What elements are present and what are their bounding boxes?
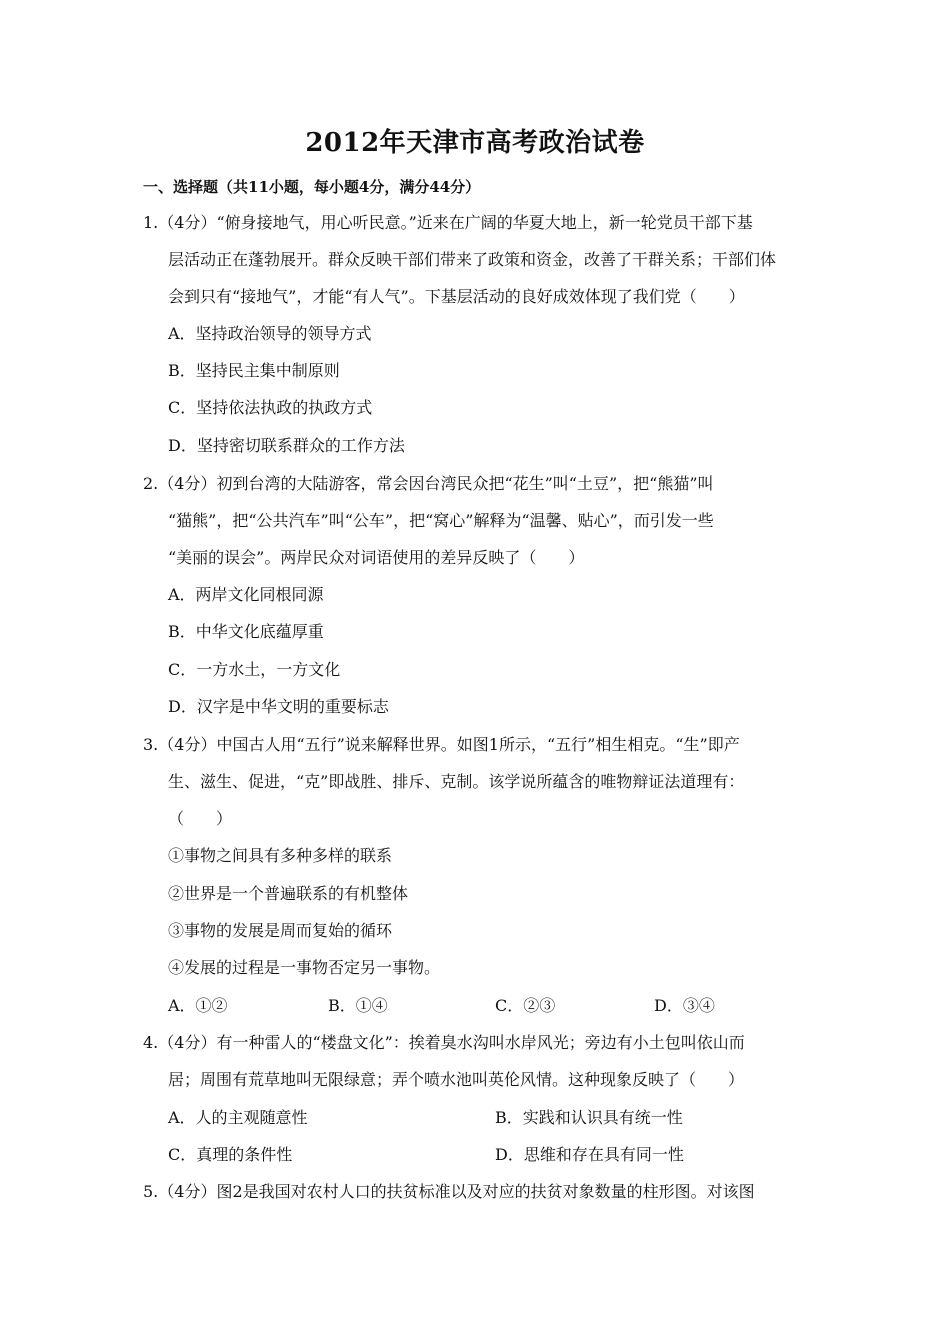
- question-1-line-2: 层活动正在蓬勃展开。群众反映干部们带来了政策和资金，改善了干群关系；干部们体: [168, 250, 777, 269]
- question-5-line-1: 5.（4分）图2是我国对农村人口的扶贫标准以及对应的扶贫对象数量的柱形图。对该图: [143, 1182, 755, 1201]
- question-3-statement-4: ④发展的过程是一事物否定另一事物。: [168, 958, 441, 977]
- question-4-line-2: 居；周围有荒草地叫无限绿意；弄个喷水池叫英伦风情。这种现象反映了（ ）: [168, 1070, 745, 1089]
- question-3-statement-3: ③事物的发展是周而复始的循环: [168, 921, 393, 940]
- question-4-option-a: A．人的主观随意性: [168, 1108, 308, 1127]
- question-3-option-c: C．②③: [495, 996, 556, 1015]
- question-3-line-2: 生、滋生、促进，“克”即战胜、排斥、克制。该学说所蕴含的唯物辩证法道理有：: [168, 772, 745, 791]
- question-3-option-a: A．①②: [168, 996, 228, 1015]
- question-3-line-3: （ ）: [168, 809, 233, 828]
- question-3-statement-1: ①事物之间具有多种多样的联系: [168, 846, 393, 865]
- question-3-option-d: D．③④: [654, 996, 715, 1015]
- question-4-option-c: C．真理的条件性: [168, 1145, 293, 1164]
- question-1-line-1: 1.（4分）“俯身接地气，用心听民意。”近来在广阔的华夏大地上，新一轮党员干部下基: [143, 213, 753, 232]
- question-1-option-c: C．坚持依法执政的执政方式: [168, 398, 373, 417]
- question-2-option-b: B．中华文化底蕴厚重: [168, 622, 324, 641]
- question-3-statement-2: ②世界是一个普遍联系的有机整体: [168, 884, 409, 903]
- question-1-line-3: 会到只有“接地气”，才能“有人气”。下基层活动的良好成效体现了我们党（ ）: [168, 287, 745, 306]
- question-2-line-2: “猫熊”，把“公共汽车”叫“公车”，把“窝心”解释为“温馨、贴心”，而引发一些: [168, 511, 714, 530]
- question-2-option-d: D．汉字是中华文明的重要标志: [168, 697, 389, 716]
- question-2-line-1: 2.（4分）初到台湾的大陆游客，常会因台湾民众把“花生”叫“土豆”，把“熊猫”叫: [143, 474, 714, 493]
- question-2-option-c: C．一方水土，一方文化: [168, 660, 341, 679]
- question-2-line-3: “美丽的误会”。两岸民众对词语使用的差异反映了（ ）: [168, 548, 585, 567]
- section-heading: 一、选择题（共11小题，每小题4分，满分44分）: [143, 178, 481, 196]
- question-1-option-d: D．坚持密切联系群众的工作方法: [168, 436, 405, 455]
- question-1-option-b: B．坚持民主集中制原则: [168, 361, 340, 380]
- question-4-line-1: 4.（4分）有一种雷人的“楼盘文化”：挨着臭水沟叫水岸风光；旁边有小土包叫依山而: [143, 1033, 745, 1052]
- page-title: 2012年天津市高考政治试卷: [305, 128, 645, 158]
- question-3-line-1: 3.（4分）中国古人用“五行”说来解释世界。如图1所示，“五行”相生相克。“生”即产: [143, 735, 740, 754]
- question-4-option-d: D．思维和存在具有同一性: [495, 1145, 684, 1164]
- question-4-option-b: B．实践和认识具有统一性: [495, 1108, 683, 1127]
- question-1-option-a: A．坚持政治领导的领导方式: [168, 324, 372, 343]
- question-3-option-b: B．①④: [328, 996, 388, 1015]
- question-2-option-a: A．两岸文化同根同源: [168, 585, 324, 604]
